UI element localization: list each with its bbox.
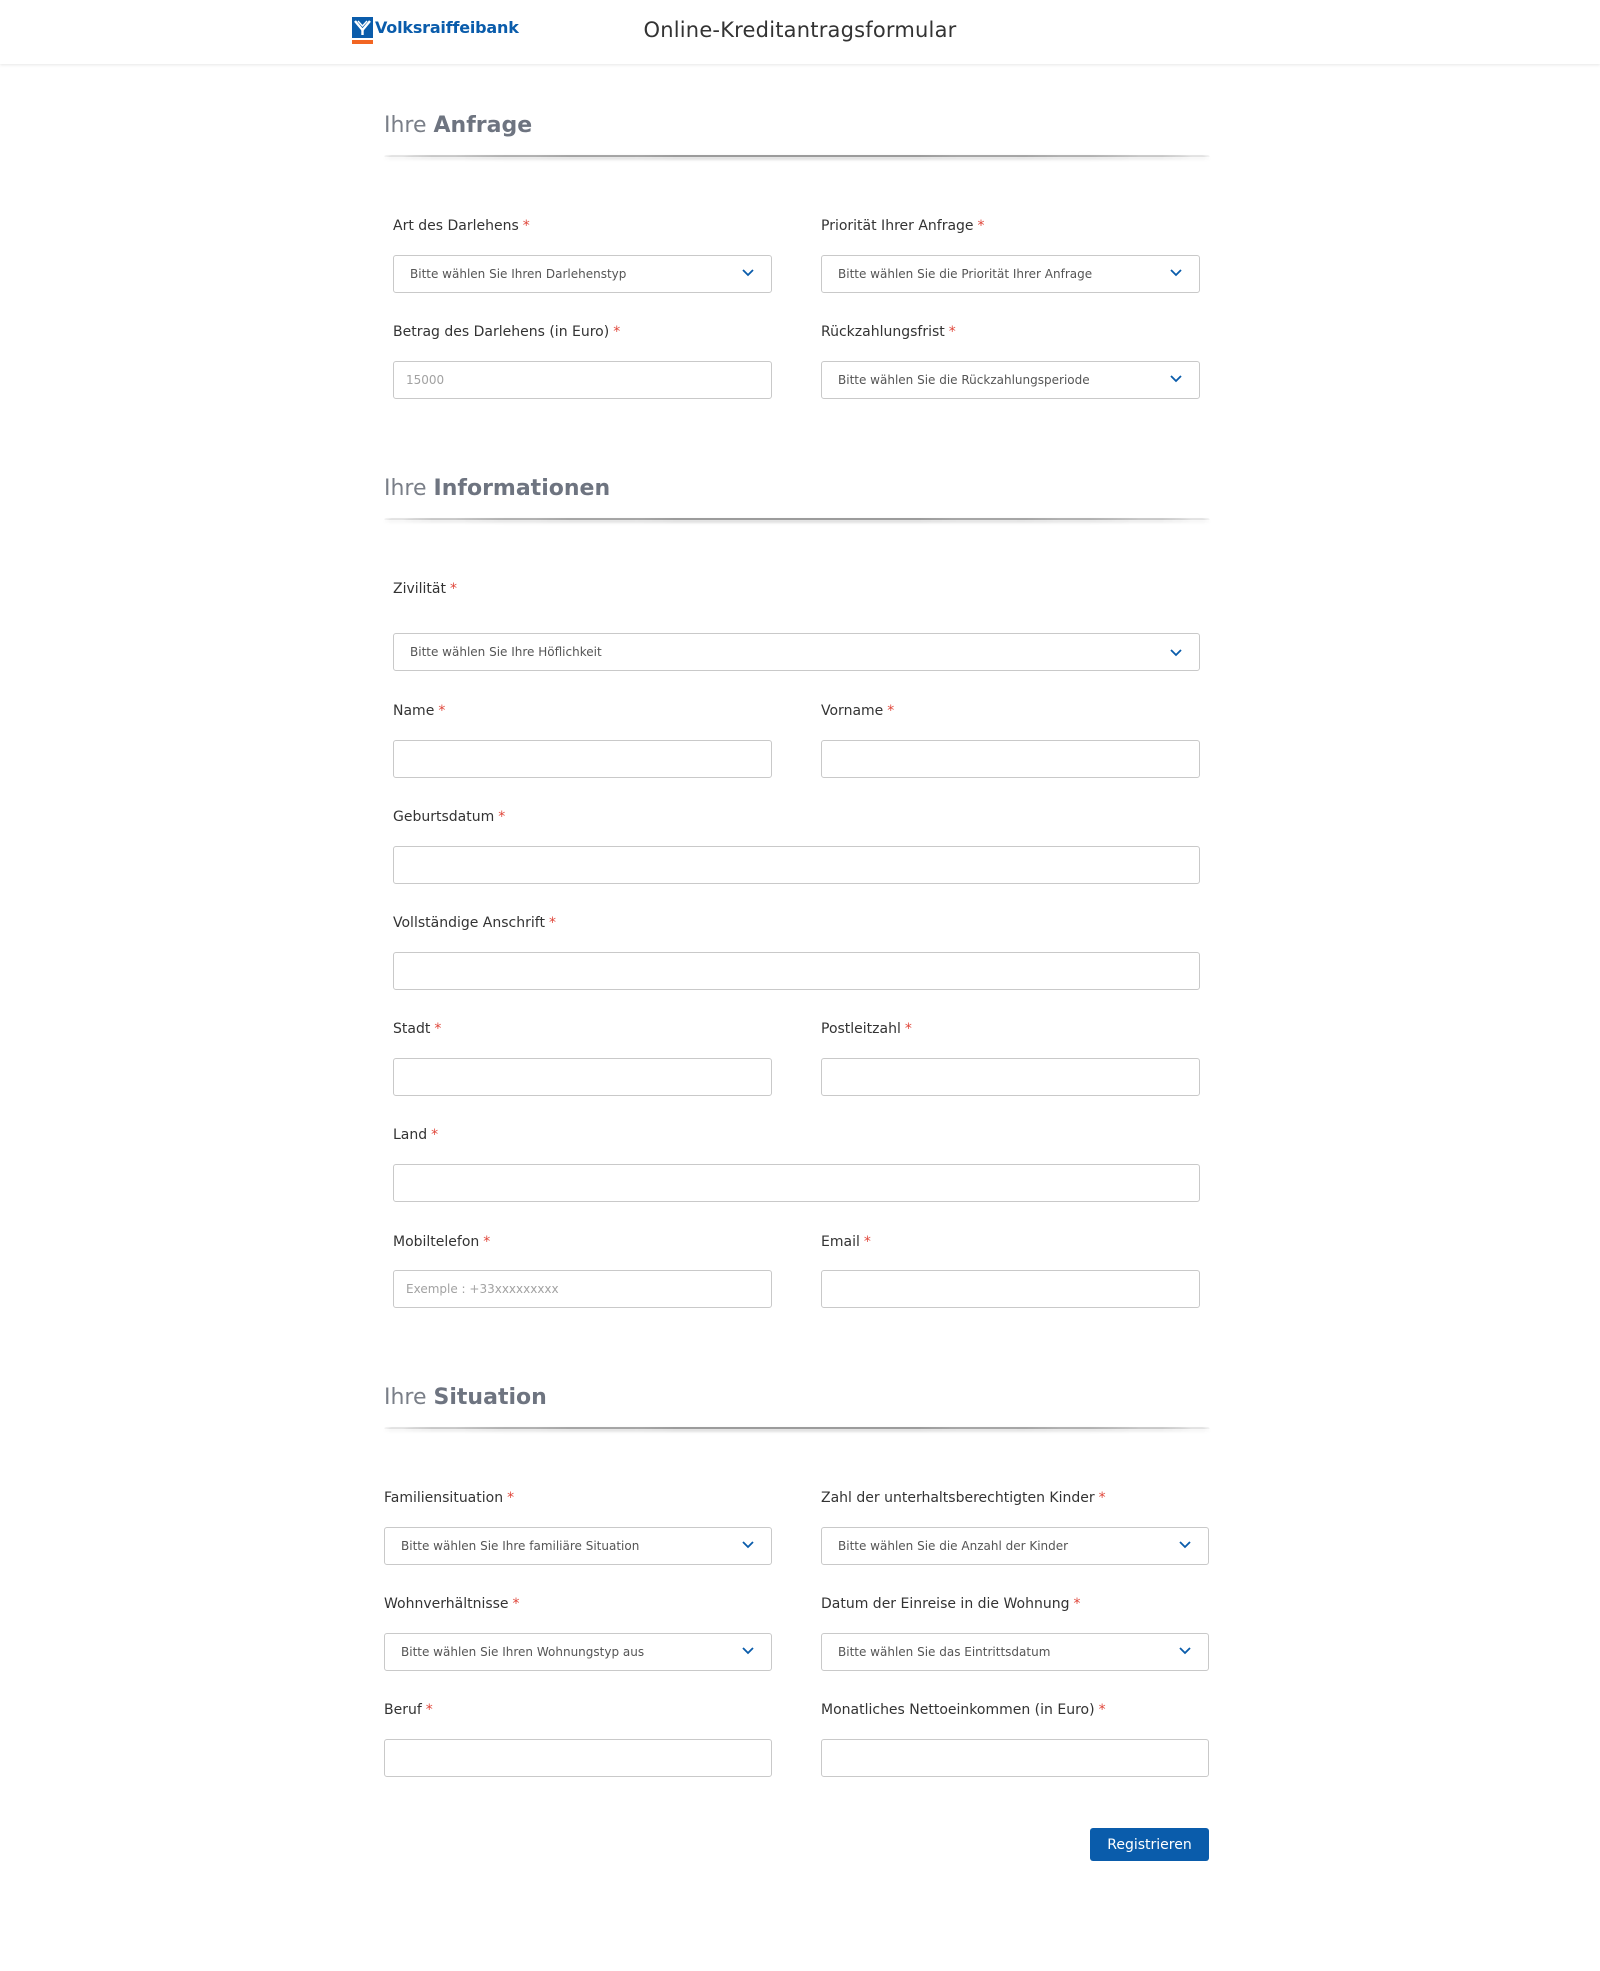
priority-select[interactable] bbox=[821, 255, 1200, 293]
amount-label: Betrag des Darlehens (in Euro) * bbox=[393, 324, 621, 340]
move-in-select[interactable] bbox=[821, 1633, 1209, 1671]
job-label: Beruf * bbox=[384, 1702, 433, 1718]
chevron-down-icon bbox=[1169, 266, 1183, 280]
brand-name: Volksraiffeibank bbox=[375, 18, 519, 37]
civility-select[interactable] bbox=[393, 633, 1200, 671]
top-header bbox=[0, 0, 1600, 64]
mobile-label: Mobiltelefon * bbox=[393, 1234, 491, 1250]
chevron-down-icon bbox=[741, 1644, 755, 1658]
section-divider bbox=[384, 1427, 1210, 1429]
page-title: Online-Kreditantragsformular bbox=[643, 18, 957, 42]
amount-input[interactable] bbox=[394, 362, 771, 398]
postcode-input[interactable] bbox=[822, 1059, 1199, 1095]
loan-type-label: Art des Darlehens * bbox=[393, 218, 530, 234]
chevron-down-icon bbox=[1169, 372, 1183, 386]
income-input[interactable] bbox=[822, 1740, 1208, 1776]
postcode-label: Postleitzahl * bbox=[821, 1021, 912, 1037]
firstname-input[interactable] bbox=[822, 741, 1199, 777]
family-label: Familiensituation * bbox=[384, 1490, 515, 1506]
section-prefix: Ihre bbox=[384, 113, 427, 138]
section-divider bbox=[384, 155, 1210, 157]
income-label: Monatliches Nettoeinkommen (in Euro) * bbox=[821, 1702, 1106, 1718]
address-label: Vollständige Anschrift * bbox=[393, 915, 556, 931]
firstname-label: Vorname * bbox=[821, 703, 895, 719]
family-select[interactable] bbox=[384, 1527, 772, 1565]
amount-field[interactable] bbox=[393, 361, 772, 399]
birthdate-field[interactable] bbox=[393, 846, 1200, 884]
housing-label: Wohnverhältnisse * bbox=[384, 1596, 520, 1612]
move-in-label: Datum der Einreise in die Wohnung * bbox=[821, 1596, 1081, 1612]
mobile-field[interactable] bbox=[393, 1270, 772, 1308]
section-title-informationen bbox=[384, 476, 610, 501]
email-field[interactable] bbox=[821, 1270, 1200, 1308]
email-input[interactable] bbox=[822, 1271, 1199, 1307]
register-button[interactable]: Registrieren bbox=[1090, 1828, 1209, 1861]
section-prefix: Ihre bbox=[384, 476, 427, 501]
civility-value: Bitte wählen Sie Ihre Höflichkeit bbox=[410, 645, 602, 659]
family-value: Bitte wählen Sie Ihre familiäre Situation bbox=[401, 1539, 640, 1553]
income-field[interactable] bbox=[821, 1739, 1209, 1777]
housing-select[interactable] bbox=[384, 1633, 772, 1671]
city-input[interactable] bbox=[394, 1059, 771, 1095]
section-title-situation bbox=[384, 1385, 547, 1410]
country-label: Land * bbox=[393, 1127, 439, 1143]
firstname-field[interactable] bbox=[821, 740, 1200, 778]
job-field[interactable] bbox=[384, 1739, 772, 1777]
address-input[interactable] bbox=[394, 953, 1199, 989]
move-in-value: Bitte wählen Sie das Eintrittsdatum bbox=[838, 1645, 1051, 1659]
section-bold: Informationen bbox=[433, 476, 611, 501]
children-value: Bitte wählen Sie die Anzahl der Kinder bbox=[838, 1539, 1069, 1553]
chevron-down-icon bbox=[1178, 1538, 1192, 1552]
postcode-field[interactable] bbox=[821, 1058, 1200, 1096]
housing-value: Bitte wählen Sie Ihren Wohnungstyp aus bbox=[401, 1645, 645, 1659]
loan-type-value: Bitte wählen Sie Ihren Darlehenstyp bbox=[410, 267, 627, 281]
birthdate-input[interactable] bbox=[394, 847, 1199, 883]
address-field[interactable] bbox=[393, 952, 1200, 990]
name-input[interactable] bbox=[394, 741, 771, 777]
name-field[interactable] bbox=[393, 740, 772, 778]
repayment-label: Rückzahlungsfrist * bbox=[821, 324, 956, 340]
city-field[interactable] bbox=[393, 1058, 772, 1096]
name-label: Name * bbox=[393, 703, 446, 719]
mobile-input[interactable] bbox=[394, 1271, 771, 1307]
section-title-anfrage bbox=[384, 113, 532, 138]
section-prefix: Ihre bbox=[384, 1385, 427, 1410]
repayment-value: Bitte wählen Sie die Rückzahlungsperiode bbox=[838, 373, 1090, 387]
civility-label: Zivilität * bbox=[393, 581, 457, 597]
section-bold: Anfrage bbox=[433, 113, 533, 138]
birthdate-label: Geburtsdatum * bbox=[393, 809, 506, 825]
chevron-down-icon bbox=[1169, 646, 1183, 660]
section-divider bbox=[384, 518, 1210, 520]
children-label: Zahl der unterhaltsberechtigten Kinder * bbox=[821, 1490, 1106, 1506]
email-label: Email * bbox=[821, 1234, 871, 1250]
chevron-down-icon bbox=[741, 266, 755, 280]
section-bold: Situation bbox=[433, 1385, 547, 1410]
priority-label: Priorität Ihrer Anfrage * bbox=[821, 218, 985, 234]
repayment-select[interactable] bbox=[821, 361, 1200, 399]
country-input[interactable] bbox=[394, 1165, 1199, 1201]
chevron-down-icon bbox=[1178, 1644, 1192, 1658]
job-input[interactable] bbox=[385, 1740, 771, 1776]
city-label: Stadt * bbox=[393, 1021, 442, 1037]
country-field[interactable] bbox=[393, 1164, 1200, 1202]
children-select[interactable] bbox=[821, 1527, 1209, 1565]
loan-type-select[interactable] bbox=[393, 255, 772, 293]
chevron-down-icon bbox=[741, 1538, 755, 1552]
priority-value: Bitte wählen Sie die Priorität Ihrer Anfrage bbox=[838, 267, 1093, 281]
